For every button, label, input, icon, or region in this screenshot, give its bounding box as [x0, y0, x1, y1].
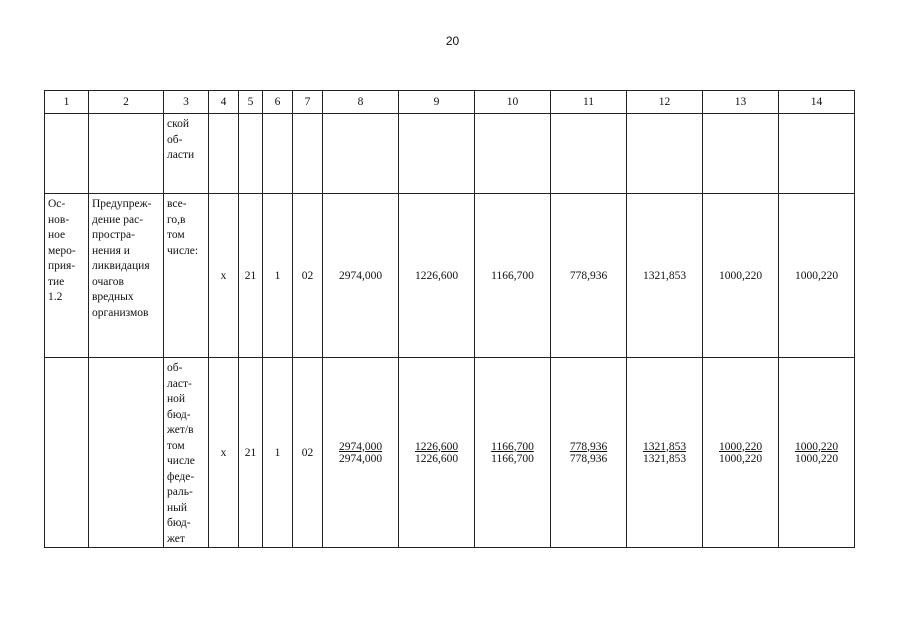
- column-header: 8: [323, 91, 399, 114]
- federal-value: 778,936: [569, 452, 608, 465]
- cell-text-line: ласт-: [167, 377, 192, 390]
- table-cell: [475, 114, 551, 194]
- federal-value: 1000,220: [794, 452, 839, 465]
- cell-text-line: жет/в: [167, 424, 194, 436]
- cell-text-line: нения и: [92, 244, 130, 257]
- column-header: 3: [164, 91, 209, 114]
- cell-text-line: дение рас-: [92, 213, 144, 226]
- table-row: [45, 358, 855, 548]
- table-row: [45, 194, 855, 358]
- total-value: 1000,220: [718, 440, 763, 453]
- table-cell: [323, 114, 399, 194]
- cell-text-line: жет: [167, 532, 185, 545]
- code-cell: 02: [293, 358, 323, 548]
- total-value: 1166,700: [491, 440, 534, 453]
- column-header: 9: [399, 91, 475, 114]
- table-cell: [263, 114, 293, 194]
- cell-text-line: том: [167, 229, 185, 241]
- cell-text-line: ной: [167, 393, 186, 405]
- federal-value: 2974,000: [338, 452, 383, 465]
- cell-text-line: Ос-: [48, 198, 66, 210]
- value-cell: [779, 358, 855, 548]
- code-cell: 1: [263, 194, 293, 358]
- column-header: 2: [89, 91, 164, 114]
- value-cell: 1166,700: [475, 194, 551, 358]
- table-header-row: [45, 91, 855, 114]
- value-cell: [627, 358, 703, 548]
- value-cell: [475, 358, 551, 548]
- cell-text-line: феде-: [167, 470, 195, 483]
- value-cell: [323, 358, 399, 548]
- event-name-cell: [89, 194, 164, 358]
- cell-text-line: прия-: [48, 260, 76, 272]
- cell-text-line: ное: [48, 229, 66, 241]
- column-header: 7: [293, 91, 323, 114]
- code-cell: х: [209, 194, 239, 358]
- cell-text-line: го,в: [167, 213, 186, 226]
- cell-text-line: тие: [48, 275, 65, 288]
- cell-text-line: раль-: [167, 486, 193, 498]
- cell-text-line: вредных: [92, 291, 134, 303]
- column-header: 1: [45, 91, 89, 114]
- source-cell: [164, 358, 209, 548]
- source-cell: [164, 194, 209, 358]
- table-cell: [209, 114, 239, 194]
- value-cell: 1000,220: [703, 194, 779, 358]
- column-header: 12: [627, 91, 703, 114]
- code-cell: 02: [293, 194, 323, 358]
- cell-text-line: организмов: [92, 306, 149, 319]
- total-value: 1000,220: [794, 440, 839, 453]
- value-cell: 1321,853: [627, 194, 703, 358]
- cell-text-line: числе: [167, 455, 195, 467]
- budget-table: [44, 90, 855, 548]
- cell-text-line: ской: [167, 118, 190, 130]
- federal-value: 1000,220: [718, 452, 763, 465]
- code-cell: 21: [239, 358, 263, 548]
- table-cell: [45, 114, 89, 194]
- value-cell: 1000,220: [779, 194, 855, 358]
- value-cell: 778,936: [551, 194, 627, 358]
- federal-value: 1166,700: [491, 452, 534, 465]
- table-cell: [89, 114, 164, 194]
- code-cell: 21: [239, 194, 263, 358]
- total-value: 1321,853: [642, 440, 687, 453]
- table-cell: [779, 114, 855, 194]
- cell-text-line: об-: [167, 362, 183, 374]
- cell-text-line: том: [167, 439, 185, 452]
- column-header: 11: [551, 91, 627, 114]
- cell-text-line: бюд-: [167, 517, 191, 529]
- column-header: 6: [263, 91, 293, 114]
- federal-value: 1321,853: [642, 452, 687, 465]
- cell-text-line: очагов: [92, 275, 124, 288]
- value-cell: [703, 358, 779, 548]
- cell-text-line: Предупреж-: [92, 198, 152, 210]
- table-cell: [293, 114, 323, 194]
- cell-text-line: 1.2: [48, 291, 63, 303]
- value-cell: 2974,000: [323, 194, 399, 358]
- column-header: 14: [779, 91, 855, 114]
- value-cell: 1226,600: [399, 194, 475, 358]
- column-header: 4: [209, 91, 239, 114]
- code-cell: 1: [263, 358, 293, 548]
- cell-text-line: нов-: [48, 213, 70, 226]
- table-cell: [45, 358, 89, 548]
- table-cell: [703, 114, 779, 194]
- table-cell: [399, 114, 475, 194]
- cell-text-line: об-: [167, 133, 183, 146]
- column-header: 13: [703, 91, 779, 114]
- table-cell: [89, 358, 164, 548]
- cell-text-line: ный: [167, 501, 188, 514]
- source-cell: [164, 114, 209, 194]
- value-cell: [399, 358, 475, 548]
- federal-value: 1226,600: [414, 452, 459, 465]
- cell-text-line: все-: [167, 198, 187, 210]
- page-number: 20: [445, 34, 460, 48]
- table-cell: [627, 114, 703, 194]
- value-cell: [551, 358, 627, 548]
- table-cell: [239, 114, 263, 194]
- cell-text-line: меро-: [48, 244, 76, 257]
- cell-text-line: простра-: [92, 229, 135, 241]
- code-cell: х: [209, 358, 239, 548]
- cell-text-line: бюд-: [167, 408, 191, 421]
- total-value: 2974,000: [338, 440, 383, 453]
- table-row: [45, 114, 855, 194]
- table-cell: [551, 114, 627, 194]
- column-header: 5: [239, 91, 263, 114]
- column-header: 10: [475, 91, 551, 114]
- cell-text-line: числе:: [167, 244, 199, 257]
- total-value: 1226,600: [414, 440, 459, 453]
- event-code-cell: [45, 194, 89, 358]
- cell-text-line: ласти: [167, 149, 195, 161]
- cell-text-line: ликвидация: [92, 260, 150, 272]
- total-value: 778,936: [569, 440, 608, 453]
